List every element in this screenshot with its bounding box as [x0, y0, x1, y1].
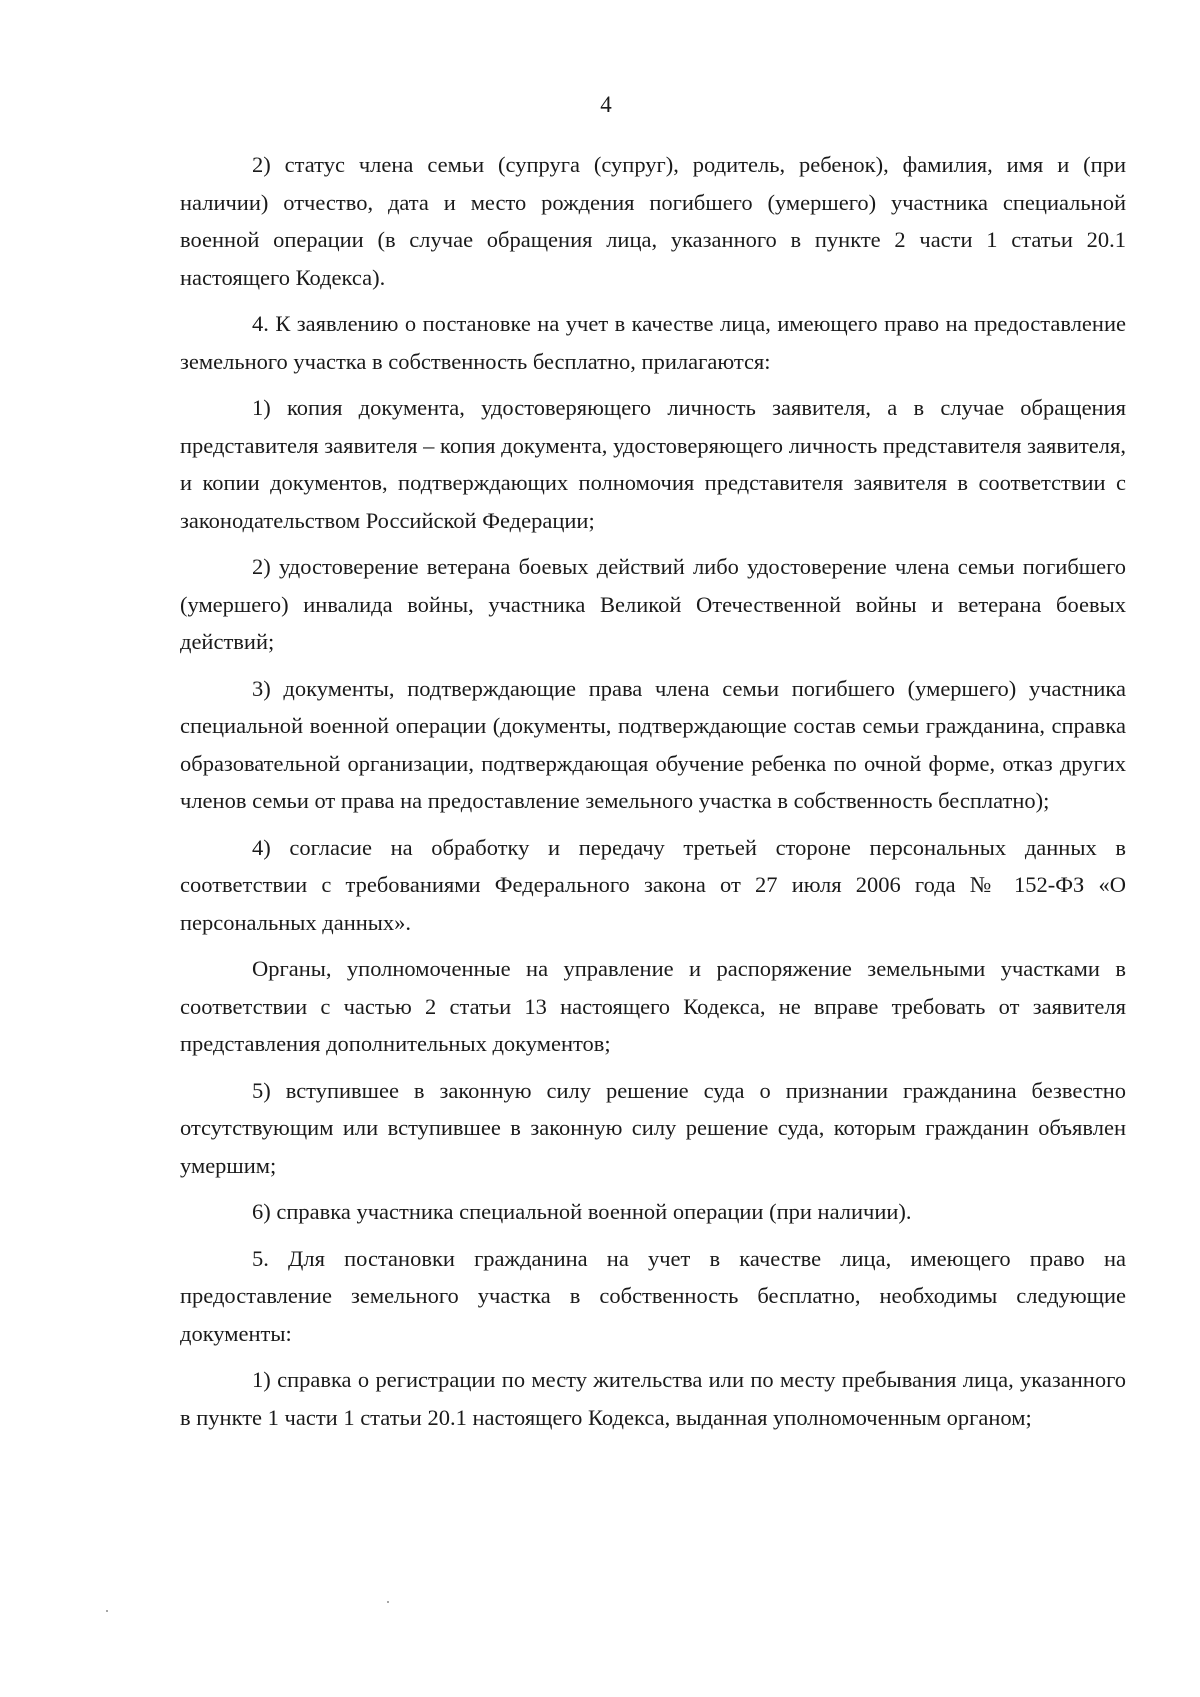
page-number: 4 [600, 92, 612, 117]
paragraph-registration-certificate: 1) справка о регистрации по месту жительства или по месту пребывания лица, указанного в пункте 1 части 1 статьи 20.1 настоящего Кодекса, выданная уполномоченным органом; [180, 1367, 1126, 1430]
paragraph-family-member-status: 2) статус члена семьи (супруга (супруг), родитель, ребенок), фамилия, имя и (при наличии) отчество, дата и место рождения погибшего (умершего) участника специальной военной операции (в случае обращения лица, указанного в пункте 2 части 1 статьи 20.1 настоящего Кодекса). [180, 152, 1126, 290]
paragraph-veteran-certificate: 2) удостоверение ветерана боевых действий либо удостоверение члена семьи погибшего (умершего) инвалида войны, участника Великой Отечественной войны и ветерана боевых действий; [180, 554, 1126, 654]
paragraph-family-rights-documents: 3) документы, подтверждающие права члена семьи погибшего (умершего) участника специальной военной операции (документы, подтверждающие состав семьи гражданина, справка образовательной организации, подтверждающая обучение ребенка по очной форме, отказ других членов семьи от права на предоставление земельного участка в собственность бесплатно); [180, 675, 1126, 813]
paragraph-authorities-note: Органы, уполномоченные на управление и распоряжение земельными участками в соответствии с частью 2 статьи 13 настоящего Кодекса, не вправе требовать от заявителя представления дополнительных документов; [180, 956, 1126, 1056]
paragraph-svo-participant-certificate: 6) справка участника специальной военной операции (при наличии). [252, 1199, 912, 1224]
paragraph-identity-document-copy: 1) копия документа, удостоверяющего личность заявителя, а в случае обращения представителя заявителя – копия документа, удостоверяющего личность представителя заявителя, и копии документов, подтверждающих полномочия представителя заявителя в соответствии с законодательством Российской Федерации; [180, 395, 1126, 533]
document-body [180, 146, 1126, 1436]
scan-speck [106, 1610, 108, 1612]
paragraph-section-4-heading: 4. К заявлению о постановке на учет в качестве лица, имеющего право на предоставление земельного участка в собственность бесплатно, прилагаются: [180, 311, 1126, 374]
scan-speck [387, 1601, 389, 1603]
paragraph-section-5-heading: 5. Для постановки гражданина на учет в качестве лица, имеющего право на предоставление земельного участка в собственность бесплатно, необходимы следующие документы: [180, 1245, 1126, 1346]
paragraph-court-decision: 5) вступившее в законную силу решение суда о признании гражданина безвестно отсутствующим или вступившее в законную силу решение суда, которым гражданин объявлен умершим; [180, 1077, 1126, 1178]
paragraph-personal-data-consent: 4) согласие на обработку и передачу третьей стороне персональных данных в соответствии с требованиями Федерального закона от 27 июля 2006 года № 152-ФЗ «О персональных данных». [180, 834, 1126, 935]
